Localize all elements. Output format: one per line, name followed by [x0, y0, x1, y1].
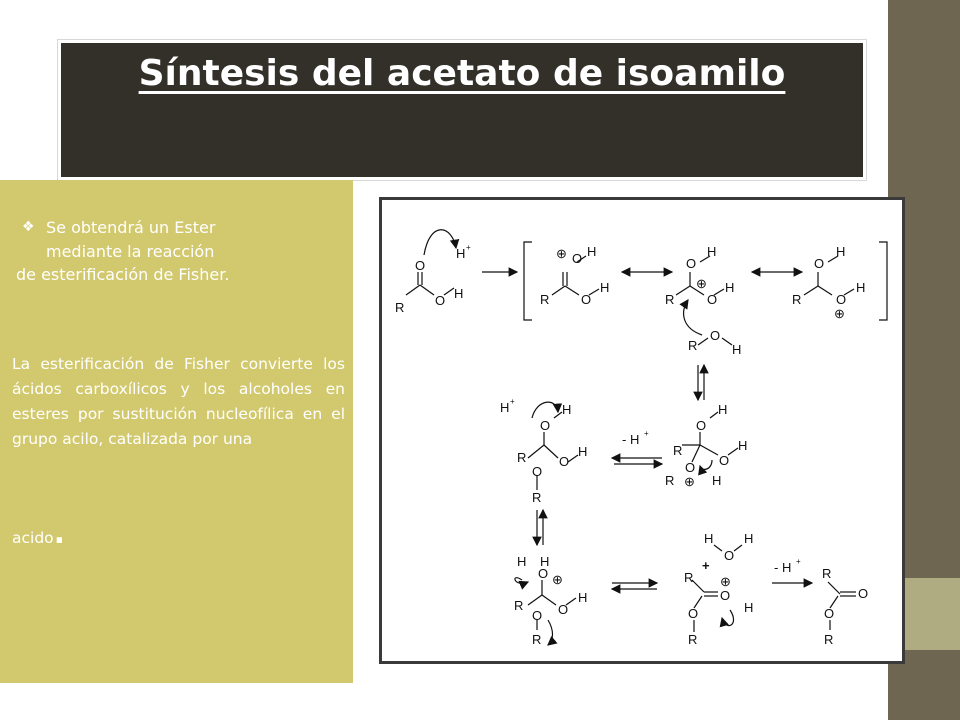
svg-text:H: H: [578, 444, 588, 459]
svg-text:R: R: [688, 632, 698, 647]
svg-text:H: H: [725, 280, 735, 295]
svg-text:H: H: [540, 554, 550, 569]
svg-text:R: R: [673, 443, 683, 458]
svg-text:O: O: [824, 606, 835, 621]
svg-text:⊕: ⊕: [720, 574, 731, 589]
svg-text:O: O: [581, 292, 592, 307]
svg-text:O: O: [719, 453, 730, 468]
svg-text:O: O: [724, 548, 735, 563]
svg-text:R: R: [822, 566, 832, 581]
svg-text:R: R: [540, 292, 550, 307]
svg-text:H: H: [456, 246, 466, 261]
svg-text:H: H: [562, 402, 572, 417]
mechanism-svg: [382, 200, 902, 661]
slide-title: Síntesis del acetato de isoamilo: [138, 53, 786, 94]
svg-text:H: H: [704, 531, 714, 546]
paragraph-end-dot: .: [53, 516, 66, 551]
svg-text:R: R: [665, 473, 675, 488]
svg-text:R: R: [517, 450, 527, 465]
svg-text:R: R: [824, 632, 834, 647]
svg-text:⊕: ⊕: [556, 246, 567, 261]
svg-text:+: +: [796, 557, 801, 566]
bullet-line-1: Se obtendrá un Ester: [46, 218, 216, 237]
svg-text:R: R: [688, 338, 698, 353]
paragraph-end-word: acido: [12, 529, 54, 547]
svg-text:O: O: [686, 256, 697, 271]
svg-text:O: O: [814, 256, 825, 271]
svg-text:+: +: [644, 429, 649, 438]
svg-text:R: R: [684, 570, 694, 585]
svg-text:R: R: [514, 598, 524, 613]
svg-text:⊕: ⊕: [696, 276, 707, 291]
svg-text:R: R: [532, 632, 542, 647]
svg-text:O: O: [559, 454, 570, 469]
diagram-labels: [395, 243, 868, 647]
svg-text:H: H: [454, 286, 464, 301]
reaction-mechanism-diagram: [379, 197, 905, 664]
svg-text:H: H: [712, 473, 722, 488]
svg-text:- H: - H: [774, 560, 792, 575]
svg-text:O: O: [540, 418, 551, 433]
paragraph-end: [12, 516, 65, 551]
svg-text:O: O: [858, 586, 869, 601]
svg-text:O: O: [532, 464, 543, 479]
svg-text:O: O: [435, 293, 446, 308]
diamond-bullet-icon: ❖: [22, 219, 35, 235]
svg-text:O: O: [558, 602, 569, 617]
svg-text:- H: - H: [622, 432, 640, 447]
svg-text:+: +: [702, 558, 710, 573]
svg-text:H: H: [707, 244, 717, 259]
svg-text:⊕: ⊕: [834, 306, 845, 321]
svg-text:H: H: [500, 400, 510, 415]
svg-text:H: H: [578, 590, 588, 605]
bullet-line-3: de esterificación de Fisher.: [16, 265, 230, 284]
svg-text:O: O: [720, 588, 731, 603]
svg-text:O: O: [707, 292, 718, 307]
bullet-line-2: mediante la reacción: [46, 242, 215, 261]
svg-text:R: R: [792, 292, 802, 307]
svg-text:O: O: [532, 608, 543, 623]
svg-text:H: H: [836, 244, 846, 259]
svg-text:+: +: [466, 243, 471, 252]
svg-text:⊕: ⊕: [684, 474, 695, 489]
svg-text:O: O: [538, 566, 549, 581]
svg-text:H: H: [744, 600, 754, 615]
title-box: [58, 40, 866, 180]
svg-text:H: H: [718, 402, 728, 417]
svg-text:O: O: [696, 418, 707, 433]
svg-text:+: +: [510, 397, 515, 406]
description-paragraph: La esterificación de Fisher convierte los ácidos carboxílicos y los alcoholes en esteres por sustitución nucleofílica en el grupo acilo, catalizada por una: [12, 355, 345, 448]
svg-text:R: R: [532, 490, 542, 505]
svg-text:O: O: [572, 251, 583, 266]
svg-text:H: H: [738, 438, 748, 453]
svg-text:H: H: [517, 554, 527, 569]
svg-text:R: R: [395, 300, 405, 315]
svg-text:O: O: [415, 258, 426, 273]
svg-text:R: R: [665, 292, 675, 307]
svg-text:O: O: [685, 460, 696, 475]
svg-text:H: H: [744, 531, 754, 546]
svg-text:O: O: [836, 292, 847, 307]
svg-text:⊕: ⊕: [552, 572, 563, 587]
svg-text:H: H: [587, 244, 597, 259]
svg-text:O: O: [688, 606, 699, 621]
svg-text:H: H: [856, 280, 866, 295]
svg-text:O: O: [710, 328, 721, 343]
text-panel: [0, 180, 353, 683]
svg-text:H: H: [600, 280, 610, 295]
svg-text:H: H: [732, 342, 742, 357]
